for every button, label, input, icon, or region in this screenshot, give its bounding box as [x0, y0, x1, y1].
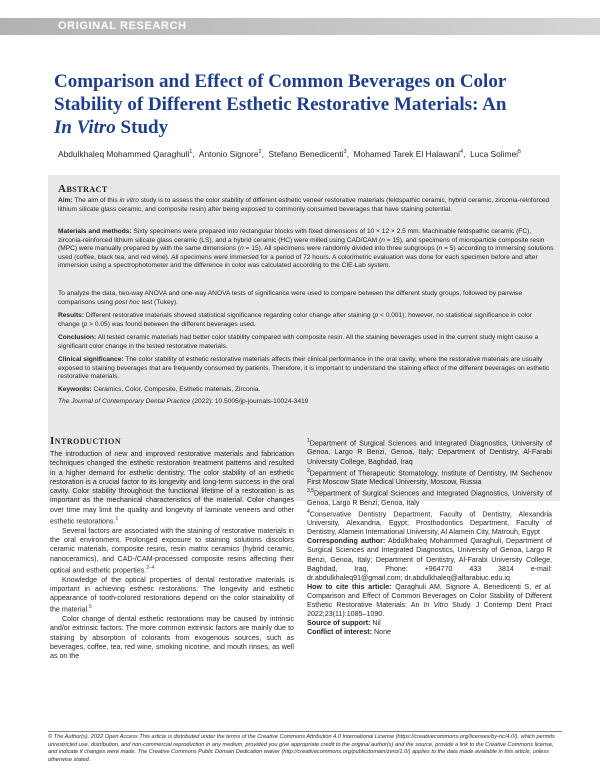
article-info-column [307, 437, 552, 637]
intro-paragraph-3: Knowledge of the optical properties of dental restorative materials is important in achieving esthetic restorations. The longevity and esthetic appearance of tooth-colored restorations depend on the color stainability of the material.$^5$ [50, 575, 294, 614]
author-name: Antonio Signore [198, 148, 259, 159]
abstract-heading: Abstract [58, 183, 108, 195]
intro-paragraph-2: Several factors are associated with the staining of restorative materials in the oral environment. Prolonged exposure to staining solutions discolors ceramic materials, composite resins, resin matrix ceramics (hybrid ceramic, nanoceramics), and CAD-/CAM-processed composite resins affecting their optical and esthetic properties.$^{2-4}$ [50, 526, 294, 575]
author-sup: 4 [460, 149, 464, 155]
article-title [54, 70, 554, 139]
title-line-1: Comparison and Effect of Common Beverages on Color [54, 71, 507, 92]
title-line-2: Stability of Different Esthetic Restorative Materials: An [54, 94, 507, 115]
source-of-support: Source of support: Nil [307, 619, 381, 628]
intro-paragraph-4: Color change of dental esthetic restorations may be caused by intrinsic and/or extrinsic factors. The more common extrinsic factors are mainly due to staining by absorption of colorants from exogenous sources, such as beverages, coffee, tea, red wine, smoking nicotine, and mouth rinses, as well as on the [50, 615, 294, 661]
affiliation: $^4$Conservative Dentistry Department, Faculty of Dentistry, Alexandria University, Alexandria, Egypt; Prosthodontics Department, Faculty of Dentistry, Alamein International University, Al Alamein City, Matrouh, Egypt [307, 508, 552, 537]
abstract-materials: Materials and methods: Sixty specimens were prepared into rectangular blocks with fixed dimensions of 10 × 12 × 2.5 mm. Machinable feldspathic ceramic (FC), zirconia-reinforced lithium silicate glass ceramic (LS), and a hybrid ceramic (HC) were milled using CAD/CAM (n = 15), and specimens of microparticle composite resin (MPC) were manually prepared by with the same dimensions (n = 15). All specimens were randomly divided into three subgroups (n = 5) according to immersing solutions used (coffee, black tea, and red wine). All specimens were immersed for a period of 72 hours. A colorimetric evaluation was done for each specimen before and after immersion using a spectrophotometer and the difference in color was calculated according to the CIE-Lab system. [58, 228, 554, 270]
conflict-of-interest: Conflict of interest: None [307, 628, 391, 637]
author-sup: 3 [343, 149, 347, 155]
affiliation: $^{3,5}$Department of Surgical Sciences and Integrated Diagnostics, University of Genoa, Largo R Benzi, Genoa, Italy [307, 488, 552, 507]
section-banner [0, 18, 600, 35]
author-name: Mohamed Tarek El Halawani [353, 148, 461, 159]
author-name: Stefano Benedicenti [268, 148, 344, 159]
affiliation: $^2$Department of Therapeutic Stomatology, Institute of Dentistry, IM Sechenov First Moscow State Medical University, Moscow, Russia [307, 467, 552, 487]
journal-citation: The Journal of Contemporary Dental Practice (2022): 10.5005/jp-journals-10024-3419 [58, 398, 309, 405]
introduction-column [50, 450, 294, 662]
abstract-results: Results: Different restorative materials showed statistical significance regarding color change after staining (p < 0.001); however, no statistical significance in color change (p > 0.05) was found between the different beverages used. [58, 312, 532, 328]
section-banner-label: ORIGINAL RESEARCH [58, 20, 187, 32]
introduction-heading: Introduction [50, 435, 122, 447]
how-to-cite: How to cite this article: Qaraghuli AM, Signore A, Benedicenti S, et al. Comparison and Effect of Common Beverages on Color Stability of Different Esthetic Restorative Materials: An In Vitro Study. J Contemp Dent Pract 2022;23(11):1085–1090. [307, 582, 552, 619]
author-name: Luca Solimei [470, 148, 519, 159]
footnote-rule [48, 731, 562, 732]
title-line-3-rest: Study [115, 117, 169, 138]
author-list: Abdulkhaleq Mohammed Qaraghuli$^1$, Antonio Signore$^2$, Stefano Benedicenti$^3$, Mohamed Tarek El Halawani$^4$, Luca Solimei$^5$ [58, 148, 522, 159]
abstract-conclusion: Conclusion: All tested ceramic materials had better color stability compared with composite resin. All the staining beverages used in the current study might cause a significant color change in the tested restorative materials. [58, 334, 539, 350]
abstract-aim: Aim: The aim of this in vitro study is to assess the color stability of different esthetic veneer restorative materials (feldspathic ceramic, hybrid ceramic, zirconia-reinforced lithium silicate glass ceramic, and composite resin) after being exposed to commonly consumed beverages that have staining potential. [58, 197, 550, 213]
author-sup: 1 [189, 149, 193, 155]
abstract-keywords: Keywords: Ceramics, Color, Composite, Esthetic materials, Zirconia. [58, 386, 261, 393]
author-sup: 2 [258, 149, 262, 155]
corresponding-author: Corresponding author: Abdulkhaleq Mohammed Qaraghuli, Department of Surgical Sciences and Integrated Diagnostics, University of Genoa, Largo R Benzi, Genoa, Italy; Department of Dentistry, Al-Farabi University College, Baghdad, Iraq, Phone: +964770 433 3814 e-mail: dr.abdulkhaleq91@gmail.com; dr.abdulkhaleq@alfarabiuc.edu.iq [307, 537, 553, 582]
intro-paragraph-1: The introduction of new and improved restorative materials and fabrication techniques changed the esthetic restoration treatment patterns and resulted in a higher demand for esthetic dentistry. The color stability of an esthetic restoration is a crucial factor to its longevity and long-term success in the oral cavity. Color stability throughout the functional lifetime of a restoration is as important as the mechanical characteristics of the material. Color changes over time may limit the quality and longevity of laminate veneers and other esthetic restorations.$^1$ [50, 450, 294, 526]
abstract-clinical-significance: Clinical significance: The color stability of esthetic restorative materials affects their clinical performance in the oral cavity, where the restorative materials are usually exposed to staining beverages that are frequently consumed by patients. Therefore, it is important to understand the staining effect of the different beverages on esthetic restorative materials. [58, 356, 550, 381]
affiliation: $^1$Department of Surgical Sciences and Integrated Diagnostics, University of Genoa, Largo R Benzi, Genoa, Italy; Department of Dentistry, Al-Farabi University College, Baghdad, Iraq [307, 438, 552, 466]
author-name: Abdulkhaleq Mohammed Qaraghuli [58, 148, 190, 159]
abstract-analysis: To analyze the data, two-way ANOVA and one-way ANOVA tests of significance were used to compare between the different study groups, followed by pairwise comparisons using post hoc test (Tukey). [58, 290, 523, 306]
title-line-3-italic: In Vitro [54, 117, 116, 138]
author-sup: 5 [518, 149, 522, 155]
license-footnote: © The Author(s). 2022 Open Access This article is distributed under the terms of the Creative Commons Attribution 4.0 International License (https://creativecommons.org/licenses/by-nc/4.0/), which permits unrestricted use, distribution, and non-commercial reproduction in any medium, provided you give appropriate credit to the original author(s) and the source, provide a link to the Creative Commons license, and indicate if changes were made. The Creative Commons Public Domain Dedication waiver (http://creativecommons.org/publicdomain/zero/1.0/) applies to the data made available in this article, unless otherwise stated. [48, 734, 555, 763]
